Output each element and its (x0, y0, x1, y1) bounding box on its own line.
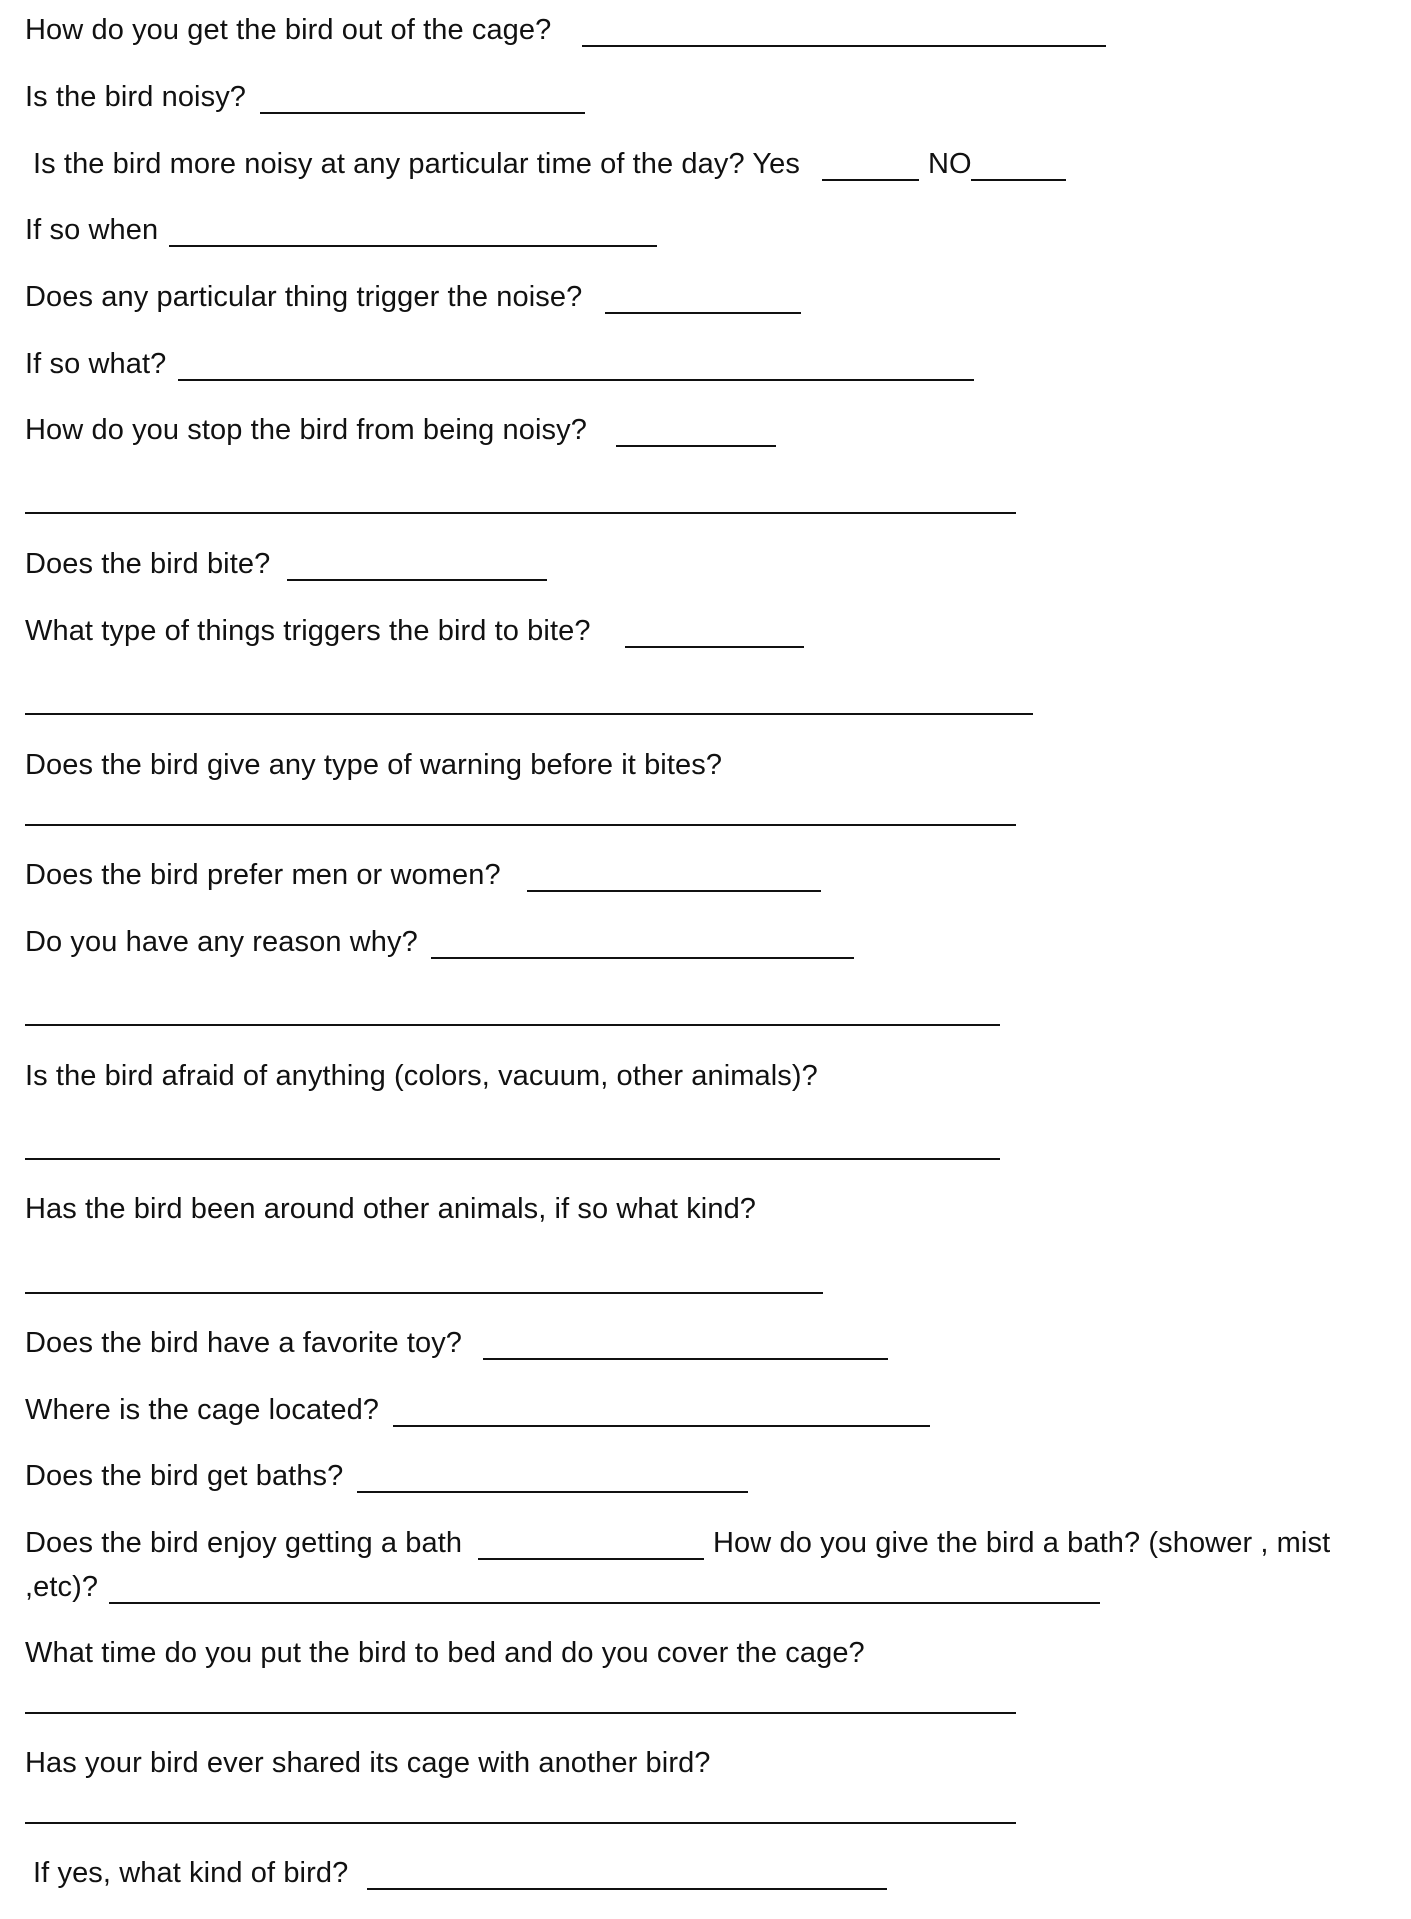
answer-line-shared-cage[interactable] (25, 1822, 1016, 1824)
answer-line-bedtime-cover[interactable] (25, 1712, 1016, 1714)
answer-line-stop-noisy-2[interactable] (25, 512, 1016, 514)
question-bird-bite: Does the bird bite? (25, 548, 271, 580)
question-bath-method: How do you give the bird a bath? (shower , mist (713, 1527, 1331, 1559)
answer-line-yes[interactable] (822, 179, 919, 181)
question-what-kind-of-bird: If yes, what kind of bird? (33, 1857, 349, 1889)
question-shared-cage: Has your bird ever shared its cage with another bird? (25, 1747, 711, 1779)
question-get-baths: Does the bird get baths? (25, 1460, 344, 1492)
question-if-so-when: If so when (25, 214, 159, 246)
question-bedtime-cover: What time do you put the bird to bed and do you cover the cage? (25, 1637, 865, 1669)
answer-line-bird-bite[interactable] (287, 579, 547, 581)
answer-line-what-kind-of-bird[interactable] (367, 1888, 887, 1890)
answer-line-bird-noisy[interactable] (260, 112, 585, 114)
answer-line-bite-triggers[interactable] (625, 646, 804, 648)
answer-line-get-bird-out[interactable] (582, 45, 1106, 47)
answer-line-trigger-noise[interactable] (605, 312, 801, 314)
answer-line-bite-warning[interactable] (25, 824, 1016, 826)
answer-line-afraid-of[interactable] (25, 1158, 1000, 1160)
answer-line-no[interactable] (971, 179, 1066, 181)
question-bite-triggers: What type of things triggers the bird to bite? (25, 615, 591, 647)
label-no: NO (928, 148, 972, 180)
question-enjoy-bath: Does the bird enjoy getting a bath (25, 1527, 463, 1559)
answer-line-cage-location[interactable] (393, 1425, 930, 1427)
question-afraid-of: Is the bird afraid of anything (colors, vacuum, other animals)? (25, 1060, 818, 1092)
answer-line-other-animals[interactable] (25, 1292, 823, 1294)
answer-line-bite-triggers-2[interactable] (25, 713, 1033, 715)
question-cage-location: Where is the cage located? (25, 1394, 380, 1426)
question-other-animals: Has the bird been around other animals, if so what kind? (25, 1193, 757, 1225)
question-stop-noisy: How do you stop the bird from being noisy? (25, 414, 587, 446)
answer-line-stop-noisy[interactable] (616, 445, 776, 447)
question-bird-noisy: Is the bird noisy? (25, 81, 247, 113)
answer-line-enjoy-bath[interactable] (478, 1558, 704, 1560)
question-noisy-time-of-day: Is the bird more noisy at any particular time of the day? Yes (33, 148, 800, 180)
answer-line-get-baths[interactable] (357, 1491, 748, 1493)
answer-line-bath-method[interactable] (109, 1602, 1100, 1604)
answer-line-reason-why-2[interactable] (25, 1024, 1000, 1026)
question-bite-warning: Does the bird give any type of warning before it bites? (25, 749, 723, 781)
question-reason-why: Do you have any reason why? (25, 926, 418, 958)
answer-line-men-or-women[interactable] (527, 890, 821, 892)
answer-line-reason-why[interactable] (431, 957, 854, 959)
question-bath-method-cont: ,etc)? (25, 1571, 99, 1603)
question-trigger-noise: Does any particular thing trigger the noise? (25, 281, 583, 313)
question-men-or-women: Does the bird prefer men or women? (25, 859, 501, 891)
question-if-so-what: If so what? (25, 348, 167, 380)
answer-line-favorite-toy[interactable] (483, 1358, 888, 1360)
question-favorite-toy: Does the bird have a favorite toy? (25, 1327, 463, 1359)
answer-line-if-so-when[interactable] (169, 245, 657, 247)
question-get-bird-out: How do you get the bird out of the cage? (25, 14, 552, 46)
answer-line-if-so-what[interactable] (178, 379, 974, 381)
